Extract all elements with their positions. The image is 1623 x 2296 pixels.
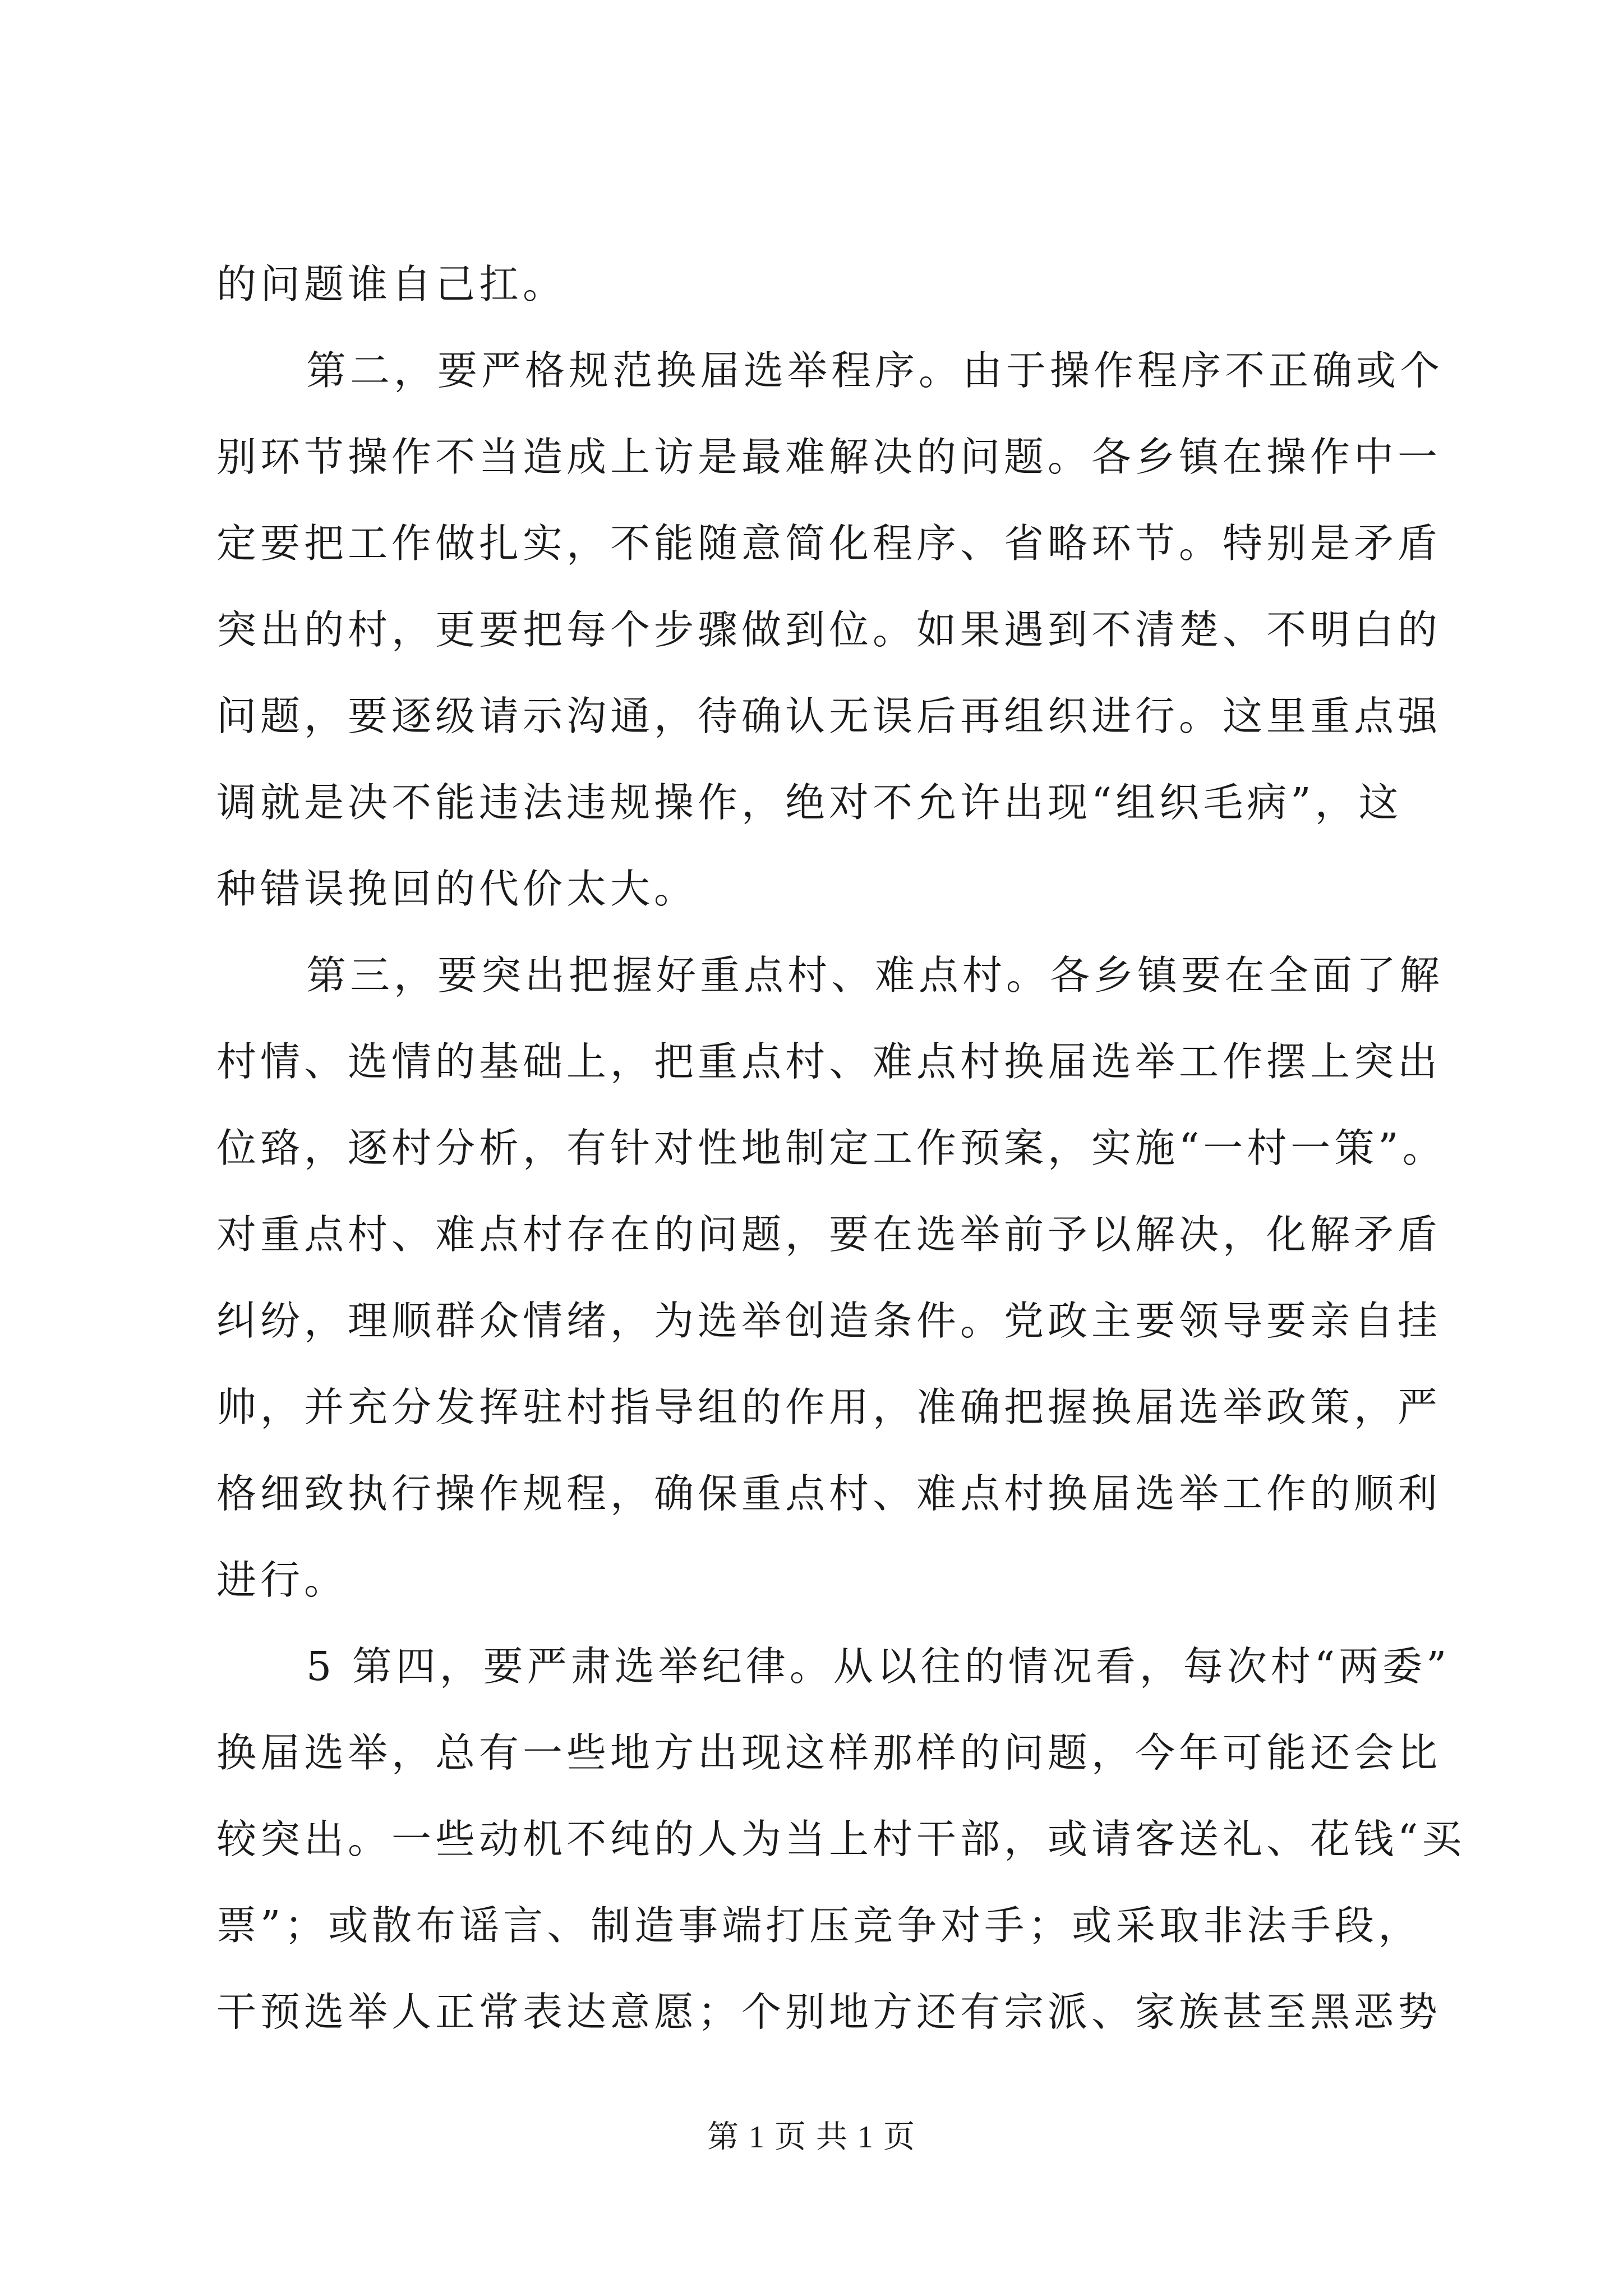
document-body xyxy=(216,261,1466,2078)
text-line: 较突出。一些动机不纯的人为当上村干部，或请客送礼、花钱“买 xyxy=(216,1816,1466,1862)
paragraph-start-line: 第三，要突出把握好重点村、难点村。各乡镇要在全面了解 xyxy=(306,952,1444,999)
text-line: 问题，要逐级请示沟通，待确认无误后再组织进行。这里重点强 xyxy=(216,693,1442,739)
text-line: 票”；或散布谣言、制造事端打压竞争对手；或采取非法手段， xyxy=(216,1902,1422,1949)
page-number-label: 第 1 页 共 1 页 xyxy=(707,2120,916,2155)
text-line: 的问题谁自己扛。 xyxy=(216,261,567,307)
page-footer xyxy=(0,2119,1623,2155)
paragraph-start-line: 5 第四，要严肃选举纪律。从以往的情况看，每次村“两委” xyxy=(306,1643,1451,1690)
text-line: 村情、选情的基础上，把重点村、难点村换届选举工作摆上突出 xyxy=(216,1038,1442,1085)
text-line: 纠纷，理顺群众情绪，为选举创造条件。党政主要领导要亲自挂 xyxy=(216,1297,1442,1344)
text-line: 定要把工作做扎实，不能随意简化程序、省略环节。特别是矛盾 xyxy=(216,520,1442,567)
text-line: 干预选举人正常表达意愿；个别地方还有宗派、家族甚至黑恶势 xyxy=(216,1989,1442,2035)
text-line: 换届选举，总有一些地方出现这样那样的问题，今年可能还会比 xyxy=(216,1729,1442,1776)
text-line: 位臵，逐村分析，有针对性地制定工作预案，实施“一村一策”。 xyxy=(216,1125,1446,1171)
text-line: 突出的村，更要把每个步骤做到位。如果遇到不清楚、不明白的 xyxy=(216,606,1442,653)
paragraph-start-line: 第二，要严格规范换届选举程序。由于操作程序不正确或个 xyxy=(306,347,1444,394)
text-line: 帅，并充分发挥驻村指导组的作用，准确把握换届选举政策，严 xyxy=(216,1384,1442,1430)
text-line: 对重点村、难点村存在的问题，要在选举前予以解决，化解矛盾 xyxy=(216,1211,1442,1258)
text-line: 进行。 xyxy=(216,1557,348,1603)
text-line: 别环节操作不当造成上访是最难解决的问题。各乡镇在操作中一 xyxy=(216,434,1442,480)
text-line: 种错误挽回的代价太大。 xyxy=(216,866,698,912)
text-line: 格细致执行操作规程，确保重点村、难点村换届选举工作的顺利 xyxy=(216,1470,1442,1517)
text-line: 调就是决不能违法违规操作，绝对不允许出现“组织毛病”，这 xyxy=(216,779,1403,826)
